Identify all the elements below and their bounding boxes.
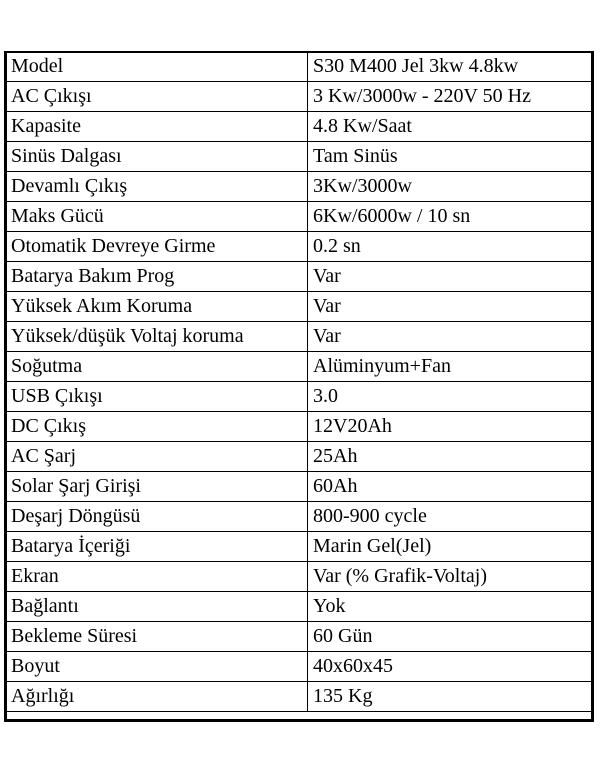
spec-label: Ağırlığı (6, 682, 308, 712)
spec-value: Var (308, 322, 594, 352)
spec-value: 3.0 (308, 382, 594, 412)
table-row (6, 412, 594, 442)
spec-label: Bağlantı (6, 592, 308, 622)
spec-label: Deşarj Döngüsü (6, 502, 308, 532)
table-row (6, 202, 594, 232)
spec-label: Sinüs Dalgası (6, 142, 308, 172)
table-row (6, 172, 594, 202)
table-row (6, 142, 594, 172)
spec-label: Otomatik Devreye Girme (6, 232, 308, 262)
spec-value: Alüminyum+Fan (308, 352, 594, 382)
spec-table (5, 51, 594, 712)
spec-label: Boyut (6, 652, 308, 682)
spec-label: Kapasite (6, 112, 308, 142)
table-row (6, 442, 594, 472)
table-top-border (4, 51, 594, 53)
spec-label: AC Çıkışı (6, 82, 308, 112)
table-row (6, 82, 594, 112)
table-row (6, 562, 594, 592)
table-row (6, 622, 594, 652)
spec-label: USB Çıkışı (6, 382, 308, 412)
spec-label: Model (6, 52, 308, 82)
spec-value: 0.2 sn (308, 232, 594, 262)
spec-label: Solar Şarj Girişi (6, 472, 308, 502)
spec-label: DC Çıkış (6, 412, 308, 442)
table-row (6, 592, 594, 622)
spec-label: Maks Gücü (6, 202, 308, 232)
spec-label: Batarya Bakım Prog (6, 262, 308, 292)
spec-label: AC Şarj (6, 442, 308, 472)
spec-value: Yok (308, 592, 594, 622)
spec-label: Soğutma (6, 352, 308, 382)
spec-label: Devamlı Çıkış (6, 172, 308, 202)
table-row (6, 652, 594, 682)
spec-label: Ekran (6, 562, 308, 592)
spec-value: 800-900 cycle (308, 502, 594, 532)
spec-label: Yüksek Akım Koruma (6, 292, 308, 322)
table-row (6, 232, 594, 262)
spec-value: 4.8 Kw/Saat (308, 112, 594, 142)
spec-value: 60Ah (308, 472, 594, 502)
table-row (6, 322, 594, 352)
spec-value: Var (308, 262, 594, 292)
spec-value: 3 Kw/3000w - 220V 50 Hz (308, 82, 594, 112)
spec-value: 40x60x45 (308, 652, 594, 682)
spec-value: 135 Kg (308, 682, 594, 712)
table-bottom-border (4, 719, 594, 722)
spec-value: 60 Gün (308, 622, 594, 652)
spec-value: 3Kw/3000w (308, 172, 594, 202)
spec-value: 12V20Ah (308, 412, 594, 442)
table-right-border (591, 51, 594, 722)
table-row (6, 472, 594, 502)
table-row (6, 352, 594, 382)
spec-value: 25Ah (308, 442, 594, 472)
table-row (6, 112, 594, 142)
table-row (6, 262, 594, 292)
table-row (6, 532, 594, 562)
spec-value: Marin Gel(Jel) (308, 532, 594, 562)
spec-value: 6Kw/6000w / 10 sn (308, 202, 594, 232)
spec-value: Var (% Grafik-Voltaj) (308, 562, 594, 592)
table-row (6, 502, 594, 532)
spec-label: Batarya İçeriği (6, 532, 308, 562)
spec-label: Bekleme Süresi (6, 622, 308, 652)
table-row (6, 52, 594, 82)
spec-value: Var (308, 292, 594, 322)
table-left-border (4, 51, 7, 722)
table-row (6, 292, 594, 322)
spec-value: Tam Sinüs (308, 142, 594, 172)
spec-value: S30 M400 Jel 3kw 4.8kw (308, 52, 594, 82)
table-row (6, 382, 594, 412)
table-row (6, 682, 594, 712)
spec-label: Yüksek/düşük Voltaj koruma (6, 322, 308, 352)
